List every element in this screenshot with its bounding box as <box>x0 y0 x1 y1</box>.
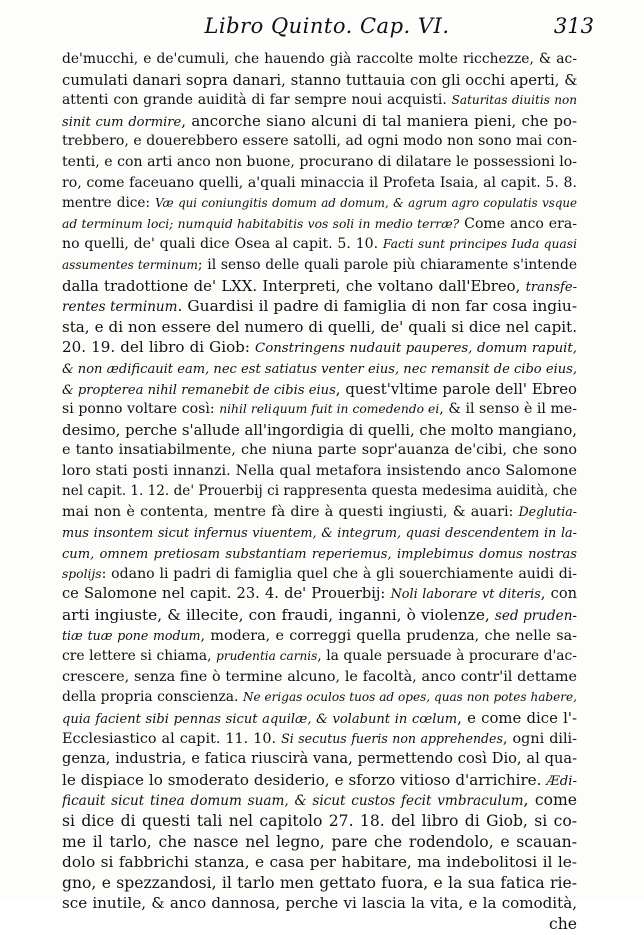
text-line <box>62 646 577 667</box>
text-line <box>62 234 577 255</box>
text-line <box>62 687 577 708</box>
text-segment: mai non è contenta, mentre fà dire à questi ingiusti, & auari: <box>62 504 519 521</box>
text-line <box>62 811 577 832</box>
text-line <box>62 770 577 791</box>
text-segment: . Guardisi il padre di famiglia di non far cosa ingiu- <box>177 297 577 316</box>
text-line <box>62 90 577 111</box>
text-line <box>62 729 577 750</box>
text-segment: , la quale persuade à procurare d'ac- <box>317 648 577 665</box>
latin-quotation: Saturitas diuitis non <box>451 93 577 108</box>
text-segment: cre lettere si chiama, <box>62 648 217 665</box>
text-segment: sce inutile, & anco dannosa, perche vi lascia la vita, e la comodità, <box>62 894 577 913</box>
text-line <box>62 893 577 914</box>
text-line <box>62 317 577 338</box>
latin-quotation: Constringens nudauit pauperes, domum rapuit, <box>255 341 577 357</box>
text-segment: , come <box>523 791 577 810</box>
text-line <box>62 708 577 729</box>
text-segment: no quelli, de' quali dice Osea al capit. 5. 10. <box>62 236 383 253</box>
text-line <box>62 523 577 544</box>
text-line <box>62 543 577 564</box>
text-segment: gno, e spezzandosi, il tarlo men gettato fuora, e la sua fatica rie- <box>62 873 577 892</box>
text-line <box>62 667 577 688</box>
latin-quotation: sed pruden- <box>494 608 577 625</box>
latin-quotation: Si secutus fueris non apprehendes <box>281 730 503 746</box>
body-text <box>62 49 577 935</box>
latin-quotation: quia facient sibi pennas sicut aquilæ, & volabunt in cœlum <box>62 712 458 727</box>
text-line <box>62 605 577 626</box>
text-line <box>62 564 577 585</box>
text-segment: 20. 19. del libro di Giob: <box>62 338 256 357</box>
latin-quotation: nihil reliquum fuit in comedendo ei <box>219 402 440 417</box>
text-line <box>62 379 577 400</box>
text-segment: desimo, perche s'allude all'ingordigia di quelli, che molto mangiano, <box>62 420 577 439</box>
text-line <box>62 276 577 297</box>
text-segment: dolo si fabbrichi stanza, e casa per habitare, ma indebolitosi il le- <box>62 853 577 872</box>
latin-quotation: ad terminum loci; numquid habitabitis vos soli in medio terræ? <box>62 216 460 231</box>
text-segment: si dice di questi tali nel capitolo 27. 18. del libro di Giob, si co- <box>62 811 577 830</box>
text-segment: , modera, e correggi quella prudenza, che nelle sa- <box>200 627 577 644</box>
text-line <box>62 152 577 173</box>
latin-quotation: mus insontem sicut infernus viuentem, & integrum, quasi descendentem in la- <box>62 525 577 541</box>
text-segment: arti ingiuste, & illecite, con fraudi, inganni, ò violenze, <box>62 606 495 625</box>
text-segment: attenti con grande auidità di far sempre noui acquisti. <box>62 92 452 109</box>
text-line <box>62 749 577 770</box>
text-segment: , ogni dili- <box>502 730 577 747</box>
text-segment: tenti, e con arti anco non buone, procurano di dilatare le possessioni lo- <box>62 153 577 170</box>
text-line <box>62 461 577 482</box>
text-line <box>62 502 577 523</box>
latin-quotation: Deglutia- <box>518 504 577 520</box>
text-line <box>62 481 577 502</box>
text-segment: cumulati danari sopra danari, stanno tuttauia con gli occhi aperti, & <box>62 70 577 89</box>
text-segment: Ecclesiastico al capit. 11. 10. <box>62 730 282 747</box>
text-segment: ce Salomone nel capit. 23. 4. de' Prouerbij: <box>62 585 391 603</box>
text-segment: , con <box>540 585 577 603</box>
latin-quotation: transfe- <box>525 279 577 295</box>
text-line <box>62 173 577 194</box>
latin-quotation: Ædi- <box>546 773 577 789</box>
text-line <box>62 49 577 70</box>
text-segment: della propria conscienza. <box>62 689 243 706</box>
latin-quotation: Væ qui coniungitis domum ad domum, & agrum agro copulatis vsque <box>155 196 577 211</box>
text-segment: sta, e di non essere del numero di quelli, de' quali si dice nel capit. <box>62 317 577 336</box>
latin-quotation: Ne erigas oculos tuos ad opes, quas non potes habere, <box>242 690 577 705</box>
latin-quotation: sinit cum dormire <box>62 114 182 130</box>
latin-quotation: & non ædificauit eam, nec est satiatus venter eius, nec remansit de cibo eius, <box>62 361 577 377</box>
text-segment: crescere, senza fine ò termine alcuno, le facoltà, anco contr'il dettame <box>62 668 577 685</box>
latin-quotation: Facti sunt principes Iuda quasi <box>382 237 577 252</box>
text-line <box>62 832 577 853</box>
text-segment: trebbero, e douerebbero essere satolli, ad ogni modo non sono mai con- <box>62 133 577 150</box>
text-segment: ; il senso delle quali parole più chiaramente s'intende <box>197 256 577 273</box>
text-line <box>62 873 577 894</box>
text-line <box>62 420 577 441</box>
latin-quotation: ficauit sicut tinea domum suam, & sicut custos fecit vmbraculum <box>62 793 524 810</box>
text-line <box>62 337 577 358</box>
text-segment: genza, industria, e fatica riuscirà vana, permettendo così Dio, al qua- <box>62 750 577 768</box>
text-line <box>62 70 577 91</box>
running-title: Libro Quinto. Cap. VI. <box>204 14 450 38</box>
text-segment: ro, come faceuano quelli, a'quali minaccia il Profeta Isaia, al capit. 5. 8. <box>62 174 577 191</box>
latin-quotation: prudentia carnis <box>216 649 318 664</box>
text-segment: mentre dice: <box>62 195 156 212</box>
latin-quotation: spolijs <box>62 566 102 581</box>
text-segment: : odano li padri di famiglia quel che à gli souerchiamente auidi di- <box>101 565 577 582</box>
text-segment: me il tarlo, che nasce nel legno, pare che rodendolo, e scauan- <box>62 832 577 851</box>
text-segment: loro stati posti innanzi. Nella qual metafora insistendo anco Salomone <box>62 462 577 479</box>
text-line <box>62 852 577 873</box>
text-line <box>62 626 577 647</box>
page-number: 313 <box>553 14 594 38</box>
latin-quotation: cum, omnem pretiosam substantiam reperiemus, implebimus domus nostras <box>62 547 577 563</box>
text-line <box>62 440 577 461</box>
latin-quotation: Noli laborare vt diteris <box>390 587 541 603</box>
text-segment: nel capit. 1. 12. de' Prouerbij ci rappresenta questa medesima auidità, che <box>62 483 577 500</box>
catchword: che <box>548 914 577 933</box>
text-segment: , & il senso è il me- <box>439 401 577 418</box>
latin-quotation: rentes terminum <box>62 299 178 316</box>
latin-quotation: tiæ tuæ pone modum <box>62 627 201 643</box>
text-line <box>62 193 577 214</box>
text-line <box>62 111 577 132</box>
latin-quotation: assumentes terminum <box>62 257 198 272</box>
text-segment: le dispiace lo smoderato desiderio, e sforzo vitioso d'arrichire. <box>62 770 547 789</box>
text-segment: Come anco era- <box>459 215 577 232</box>
text-segment: si ponno voltare così: <box>62 401 220 418</box>
text-segment: dalla tradottione de' LXX. Interpreti, che voltano dall'Ebreo, <box>62 276 526 295</box>
text-line <box>62 358 577 379</box>
text-segment: de'mucchi, e de'cumuli, che hauendo già raccolte molte ricchezze, & ac- <box>62 51 577 67</box>
text-line <box>62 214 577 235</box>
text-line <box>62 131 577 152</box>
text-segment: , ancorche siano alcuni di tal maniera pieni, che po- <box>181 111 577 130</box>
text-line <box>62 399 577 420</box>
text-segment: e tanto insatiabilmente, che niuna parte sopr'auanza de'cibi, che sono <box>62 442 577 459</box>
latin-quotation: & propterea nihil remanebit de cibis eius <box>62 382 336 398</box>
running-head <box>60 14 594 44</box>
text-segment: , quest'vltime parole dell' Ebreo <box>335 379 577 398</box>
text-line <box>62 296 577 317</box>
text-line <box>62 255 577 276</box>
text-segment: , e come dice l'- <box>457 709 577 727</box>
text-line <box>62 790 577 811</box>
text-line <box>62 584 577 605</box>
